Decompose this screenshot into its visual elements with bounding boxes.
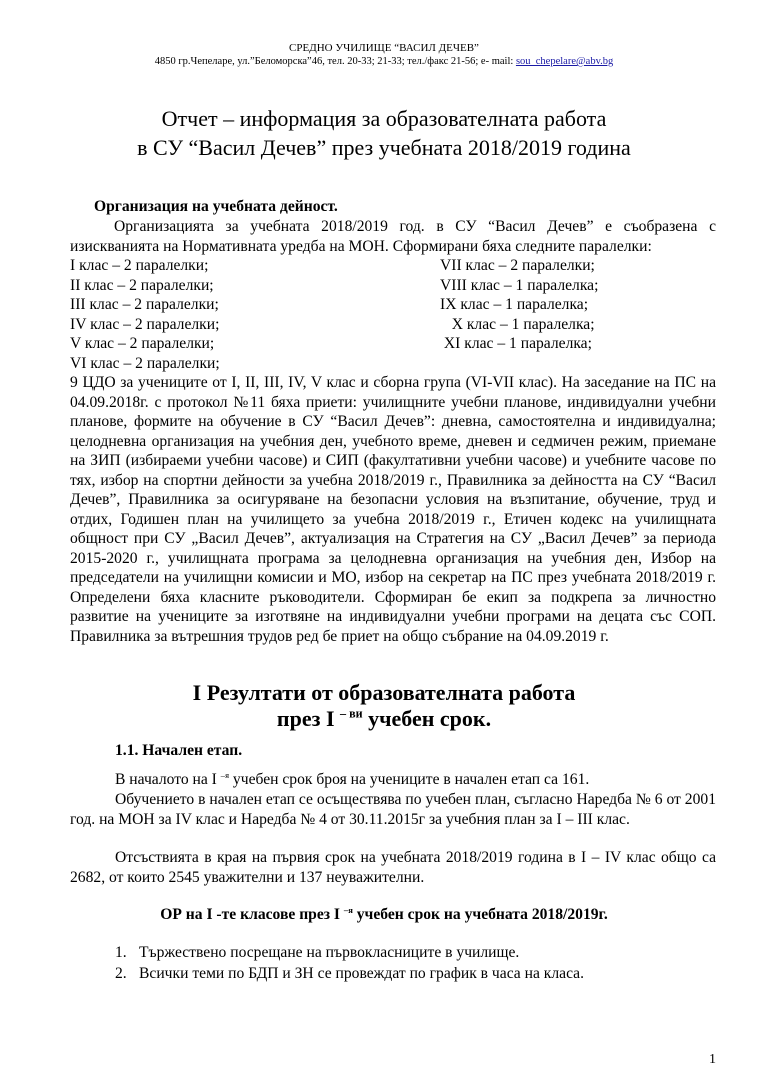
email-link[interactable]: sou_chepelare@abv.bg (515, 56, 614, 67)
results-heading-line1: I Резултати от образователната работа (192, 680, 576, 705)
class-right: IX клас – 1 паралелка; (440, 296, 589, 313)
class-right: VII клас – 2 паралелки; (440, 257, 595, 274)
class-row (70, 276, 716, 296)
class-row (70, 334, 716, 354)
class-right (440, 354, 716, 374)
list-item (115, 942, 584, 963)
class-row (70, 256, 716, 276)
list-item (115, 963, 584, 984)
report-title-line1: Отчет – информация за образователната работа (161, 106, 607, 131)
organization-paragraph: 9 ЦДО за учениците от I, II, III, IV, V клас и сборна група (VI-VII клас). На заседание на ПС на 04.09.2018г. с протокол №11 бяха приети: училищните учебни планове, индивидуални учебни планове, формите на обучение в СУ “Васил Дечев”: дневна, самостоятелна и индивидуална; целодневна организация на учебния ден, учебното време, дневен и седмичен режим, приемане на ЗИП (избираеми учебни часове) и СИП (факултативни учебни часове) и учебните часове по тях, избор на спортни дейности за учебна 2018/2019 г., Правилника за дейността на СУ “Васил Дечев”, Правилника за осигуряване на безопасни условия на възпитание, обучение, труд и отдих, Годишен план на училището за учебна 2018/2019 г., Етичен кодекс на училищната общност при СУ „Васил Дечев”, актуализация на Стратегия на СУ „Васил Дечев” за периода 2015-2020 г., училищната програма за целодневна организация на учебния ден, Избор на председатели на училищни комисии и МО, избор на секретар на ПС през учебната 2018/2019 г. Определени бяха класните ръководители. Сформиран бе екип за подкрепа за личностно развитие на учениците за изготвяне на индивидуални учебни програми на децата със СОП. Правилника за вътрешния трудов ред бе приет на общо събрание на 04.09.2019 г. (70, 374, 716, 645)
p-text: В началото на I (115, 771, 221, 788)
school-address (0, 56, 768, 67)
class-right: XI клас – 1 паралелка; (440, 335, 592, 352)
class-row (70, 295, 716, 315)
or-text-end: учебен срок на учебната 2018/2019г. (352, 906, 608, 923)
curriculum-paragraph: Обучението в начален етап се осъществява по учебен план, съгласно Наредба № 6 от 2001 год. на МОН за IV клас и Наредба № 4 от 30.11.2015г за учебния план за I – III клас. (70, 791, 716, 828)
class-left: IV клас – 2 паралелки; (70, 315, 220, 333)
class-left: II клас – 2 паралелки; (70, 276, 214, 294)
class-right: X клас – 1 паралелка; (440, 315, 595, 333)
results-heading-line2 (0, 706, 768, 732)
intro-paragraph: Организацията за учебната 2018/2019 год. в СУ “Васил Дечев” е съобразена с изискванията на Нормативната уредба на МОН. Сформирани бяха следните паралелки: (70, 218, 716, 255)
page-number: 1 (709, 1052, 716, 1067)
subsection-heading: 1.1. Начален етап. (115, 742, 243, 759)
absences-paragraph: Отсъствията в края на първия срок на учебната 2018/2019 година в I – IV клас общо са 2682, от които 2545 уважителни и 137 неуважителни. (70, 849, 716, 886)
class-right: VIII клас – 1 паралелка; (440, 276, 599, 294)
heading-text: през I (276, 706, 340, 731)
students-count-paragraph (70, 770, 716, 790)
address-text: 4850 гр.Чепеларе, ул.”Беломорска”46, тел. 20-33; 21-33; тел./факс 21-56; e- mail: (154, 56, 516, 67)
or-superscript: –я (343, 904, 353, 915)
class-row (70, 354, 716, 374)
list-text: Тържествено посрещане на първокласниците в училище. (139, 944, 520, 961)
class-left: I клас – 2 паралелки; (70, 257, 209, 274)
heading-superscript: – ви (340, 706, 363, 721)
p-superscript: –я (220, 769, 230, 780)
class-left: III клас – 2 паралелки; (70, 296, 219, 313)
class-list (70, 256, 716, 373)
educational-work-heading (0, 906, 768, 924)
report-title-line2: в СУ “Васил Дечев” през учебната 2018/2019 година (137, 135, 631, 160)
or-text: ОР на I -те класове през I (160, 906, 344, 923)
heading-text-end: учебен срок. (362, 706, 492, 731)
p-text-end: учебен срок броя на учениците в начален етап са 161. (229, 771, 590, 788)
list-text: Всички теми по БДП и ЗН се провеждат по график в часа на класа. (139, 965, 585, 982)
class-left: V клас – 2 паралелки; (70, 335, 215, 352)
section-heading-organization: Организация на учебната дейност. (94, 198, 338, 215)
school-name: СРЕДНО УЧИЛИЩЕ “ВАСИЛ ДЕЧЕВ” (289, 42, 479, 54)
list-number: 1. (115, 944, 127, 961)
class-row (70, 315, 716, 335)
class-left: VI клас – 2 паралелки; (70, 354, 220, 372)
numbered-list (115, 942, 584, 984)
list-number: 2. (115, 965, 127, 982)
